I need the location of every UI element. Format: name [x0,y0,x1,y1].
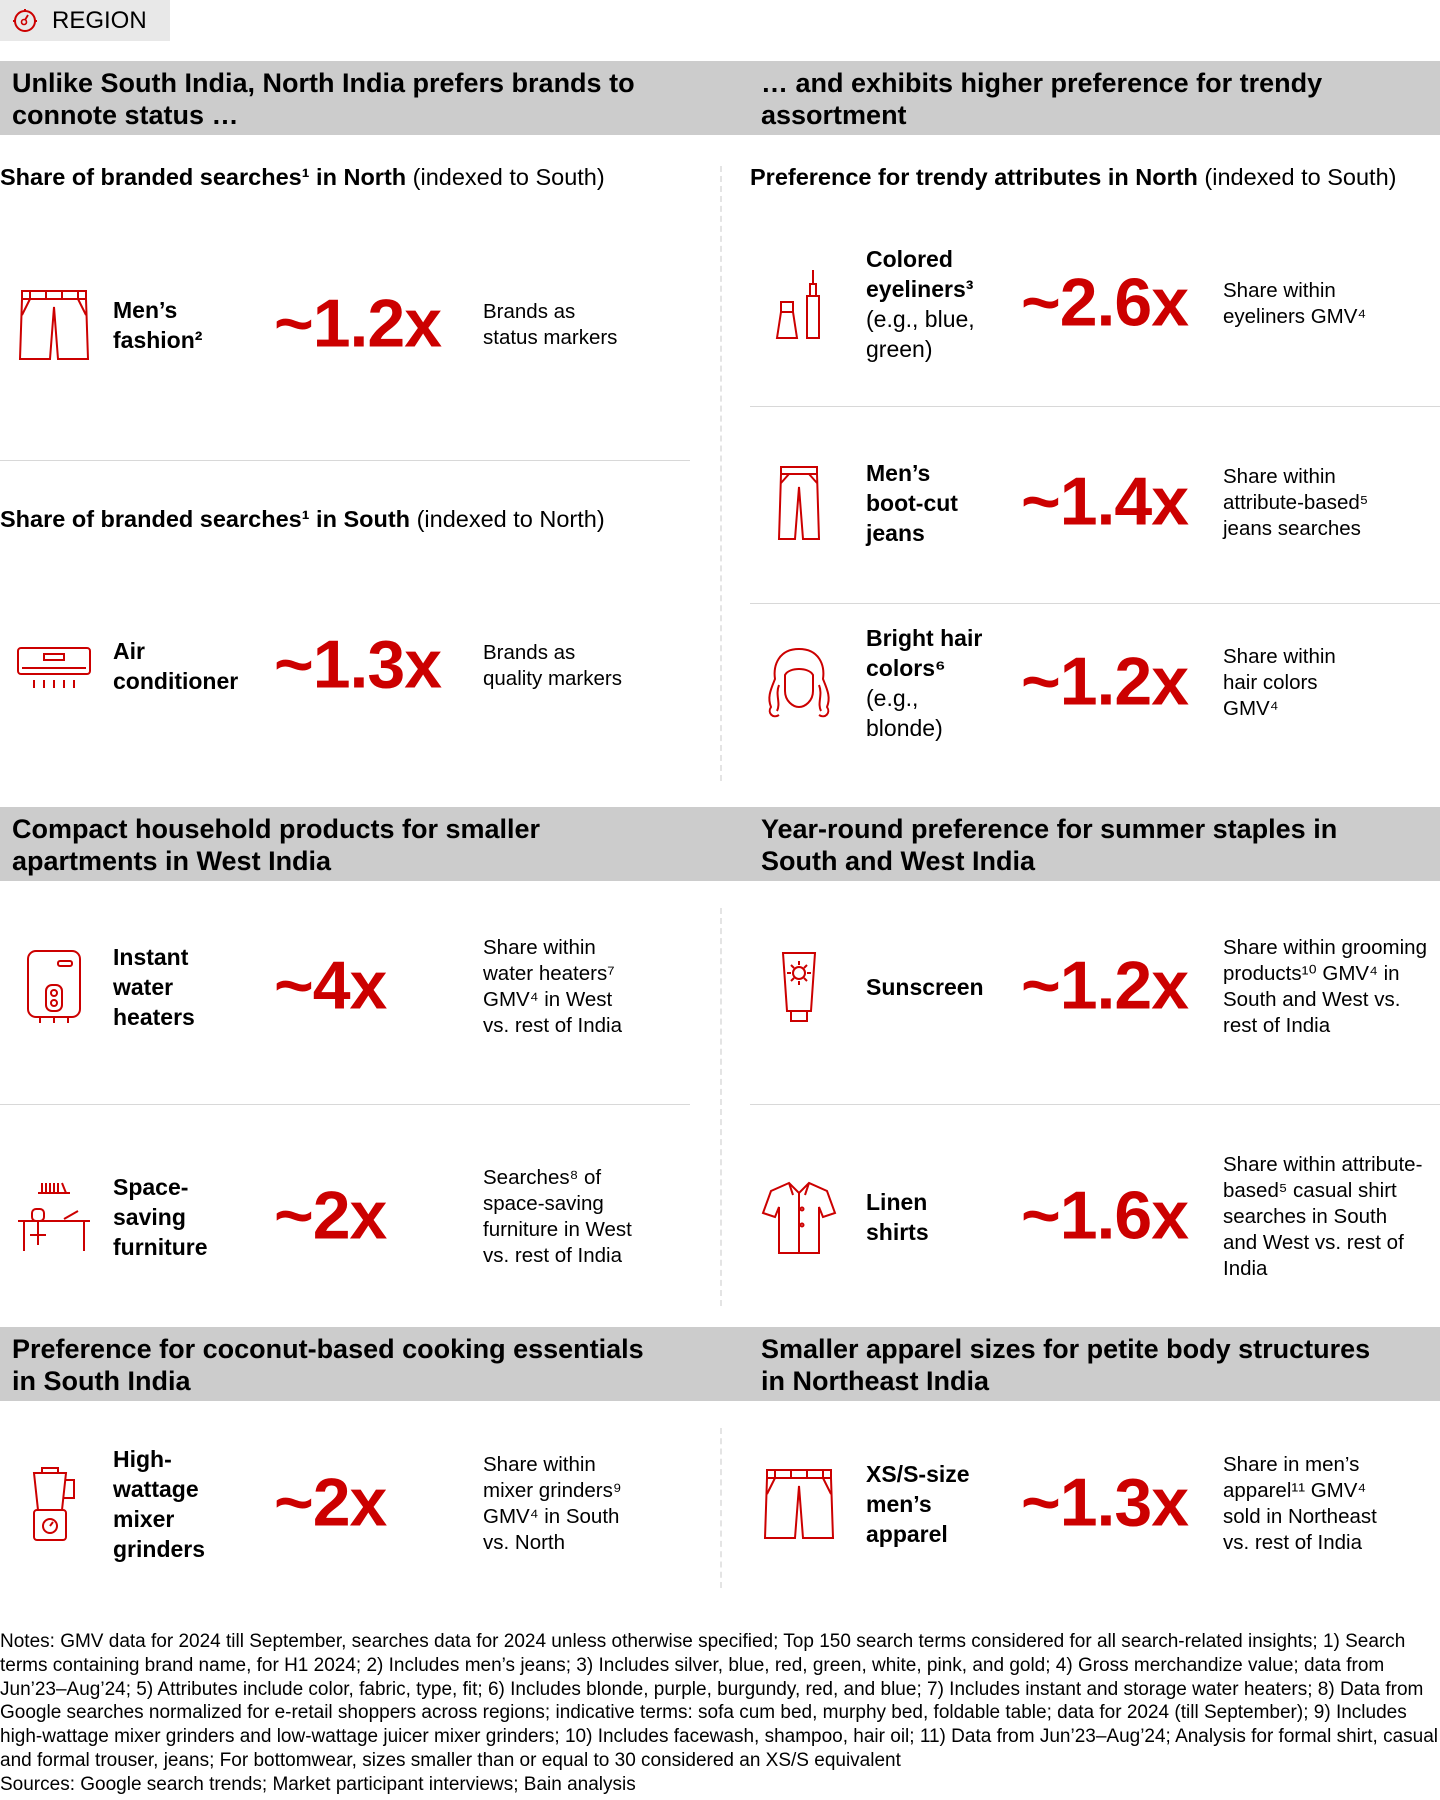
insight-value: ~1.2x [1021,947,1189,1024]
insight-row [761,433,1440,573]
region-label: REGION [52,6,147,34]
divider [750,603,1440,604]
insight-label: Men’s fashion² [113,297,203,353]
insight-description: Share within grooming products¹⁰ GMV⁴ in South and West vs. rest of India [1223,936,1427,1037]
subheading-rest: (indexed to North) [410,506,605,532]
insight-value: ~1.3x [1021,1464,1189,1541]
insight-label: Air conditioner [113,638,239,694]
insight-value: ~4x [274,947,387,1024]
insight-label: Bright hair colors⁶ (e.g., blonde) [866,625,983,741]
shirt-icon [761,1179,837,1255]
insight-description: Share within hair colors GMV⁴ [1223,645,1336,720]
subheading-bold: Preference for trendy attributes in North [750,164,1198,190]
insight-value: ~1.4x [1021,463,1189,540]
subheading [0,164,605,191]
insight-description: Share within mixer grinders⁹ GMV⁴ in South vs. North [483,1453,622,1554]
insight-label: Space- saving furniture [113,1174,208,1260]
column-divider [720,908,722,1306]
insight-value: ~1.3x [274,626,442,703]
insight-row [761,1147,1440,1287]
insight-row [761,1434,1440,1574]
insight-description: Share within attribute-based⁵ jeans searches [1223,465,1369,540]
insight-description: Share within eyeliners GMV⁴ [1223,279,1367,328]
eyeliner-icon [761,266,837,342]
insight-label: Sunscreen [866,974,984,1000]
divider [750,406,1440,407]
insight-label: XS/S-size men’s apparel [866,1461,970,1547]
insight-description: Searches⁸ of space-saving furniture in West vs. rest of India [483,1166,632,1267]
insight-label: Linen shirts [866,1189,929,1245]
insight-row [761,613,1440,753]
gauge-icon [12,8,38,34]
footnotes [0,1630,1440,1797]
section-title: Preference for coconut-based cooking essentials in South India [12,1334,644,1396]
subheading [0,506,605,533]
insight-value: ~1.6x [1021,1177,1189,1254]
section-title: … and exhibits higher preference for trendy assortment [761,68,1323,130]
insight-row [761,234,1440,374]
subheading-rest: (indexed to South) [1197,164,1397,190]
notes-text: Notes: GMV data for 2024 till September, searches data for 2024 unless otherwise specified; Top 150 search terms considered for all search-related insights; 1) Search terms containing brand name, for H1 2024; 2) Includes men’s jeans; 3) Includes silver, blue, red, green, white, pink, and gold; 4) Gross merchandize value; data from Jun’23–Aug’24; 5) Attributes include color, fabric, type, fit; 6) Includes blonde, purple, burgundy, red, and blue; 7) Includes instant and storage water heaters; 8) Data from Google searches normalized for e-retail shoppers across regions; indicative terms: sofa cum bed, murphy bed, foldable table; data for 2024 (till September); 9) Includes high-wattage mixer grinders and low-wattage juicer mixer grinders; 10) Includes facewash, shampoo, hair oil; 11) Data from Jun’23–Aug’24; Analysis for formal shirt, casual and formal trouser, jeans; For bottomwear, sizes smaller than or equal to 30 considered an XS/S equivalent [0,1631,1438,1771]
insight-description: Share within water heaters⁷ GMV⁴ in West vs. rest of India [483,936,623,1037]
insight-label: Instant water heaters [113,944,195,1030]
shorts-icon [761,1466,837,1542]
subheading [750,164,1396,191]
insight-value: ~1.2x [274,285,442,362]
section-header-band [0,807,1440,881]
section-header-band [0,61,1440,135]
insight-description: Brands as quality markers [483,641,622,690]
section-header-band [0,1327,1440,1401]
insight-description: Share in men’s apparel¹¹ GMV⁴ sold in Northeast vs. rest of India [1223,1453,1377,1554]
section-title: Compact household products for smaller apartments in West India [12,814,541,876]
sunscreen-icon [761,949,837,1025]
subheading-bold: Share of branded searches¹ in South [0,506,411,532]
water-heater-icon [16,949,92,1025]
insight-label: Colored eyeliners³ (e.g., blue, green) [866,246,975,362]
insight-value: ~2.6x [1021,264,1189,341]
insight-row [16,596,696,736]
sources-text: Sources: Google search trends; Market participant interviews; Bain analysis [0,1773,636,1795]
insight-row [16,917,696,1057]
insight-row [16,1147,696,1287]
divider [0,460,690,461]
insight-value: ~1.2x [1021,643,1189,720]
column-divider [720,1428,722,1588]
divider [0,1104,690,1105]
mixer-grinder-icon [16,1466,92,1542]
insight-row [16,1434,696,1574]
insight-label: Men’s boot-cut jeans [866,460,958,546]
insight-value: ~2x [274,1464,387,1541]
insight-row [761,917,1440,1057]
subheading-rest: (indexed to South) [406,164,605,190]
furniture-icon [16,1179,92,1255]
insight-label: High- wattage mixer grinders [113,1446,206,1562]
section-title: Unlike South India, North India prefers brands to connote status … [12,68,635,130]
insight-description: Brands as status markers [483,300,618,349]
section-title: Smaller apparel sizes for petite body structures in Northeast India [761,1334,1371,1396]
column-divider [720,166,722,781]
air-conditioner-icon [16,628,92,704]
divider [750,1104,1440,1105]
region-tag [0,0,170,41]
insight-description: Share within attribute- based⁵ casual shirt searches in South and West vs. rest of India [1223,1153,1423,1280]
insight-row [16,255,696,395]
jeans-icon [761,465,837,541]
subheading-bold: Share of branded searches¹ in North [0,164,407,190]
hair-icon [761,645,837,721]
insight-value: ~2x [274,1177,387,1254]
section-title: Year-round preference for summer staples in South and West India [761,814,1338,876]
shorts-icon [16,287,92,363]
